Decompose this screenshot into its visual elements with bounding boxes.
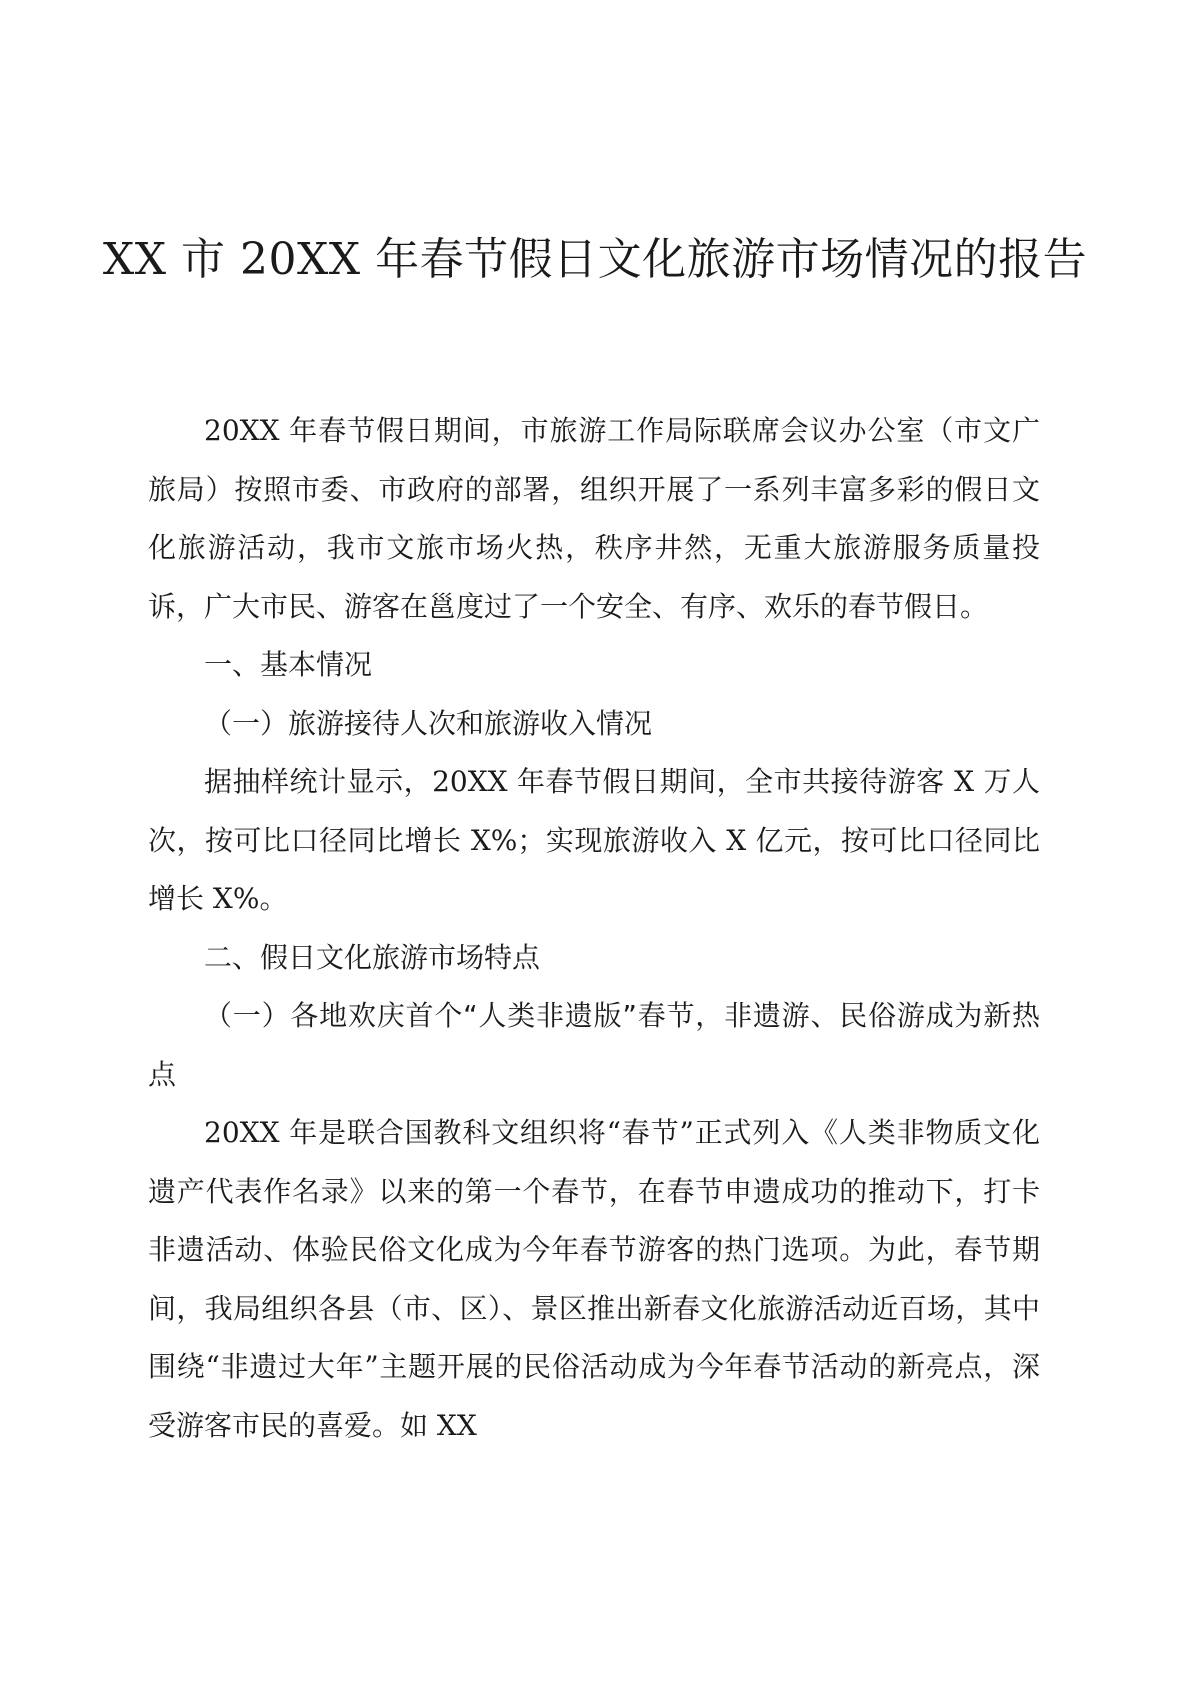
section-heading-market-features: 二、假日文化旅游市场特点 [204,940,541,974]
heritage-paragraph: 20XX 年是联合国教科文组织将“春节”正式列入《人类非物质文化遗产代表作名录》以来的第一个春节，在春节申遗成功的推动下，打卡非遗活动、体验民俗文化成为今年春节游客的热门选项。为此，春节期间，我局组织各县（市、区）、景区推出新春文化旅游活动近百场，其中围绕“非遗过大年”主题开展的民俗活动成为今年春节活动的新亮点，深受游客市民的喜爱。如 XX [148,1116,1040,1442]
document-title: XX 市 20XX 年春节假日文化旅游市场情况的报告 [102,234,1088,285]
section-heading-basic-situation: 一、基本情况 [204,648,373,681]
subsection-heading-visitor-revenue: （一）旅游接待人次和旅游收入情况 [204,706,653,740]
intro-paragraph: 20XX 年春节假日期间，市旅游工作局际联席会议办公室（市文广旅局）按照市委、市政府的部署，组织开展了一系列丰富多彩的假日文化旅游活动，我市文旅市场火热，秩序井然，无重大旅游服务质量投诉，广大市民、游客在邕度过了一个安全、有序、欢乐的春节假日。 [148,414,1040,623]
statistics-paragraph: 据抽样统计显示，20XX 年春节假日期间，全市共接待游客 X 万人次，按可比口径同比增长 X%；实现旅游收入 X 亿元，按可比口径同比增长 X%。 [148,765,1040,915]
document-body [148,402,1040,1455]
subsection-heading-intangible-heritage: （一）各地欢庆首个“人类非遗版”春节，非遗游、民俗游成为新热点 [148,999,1040,1091]
